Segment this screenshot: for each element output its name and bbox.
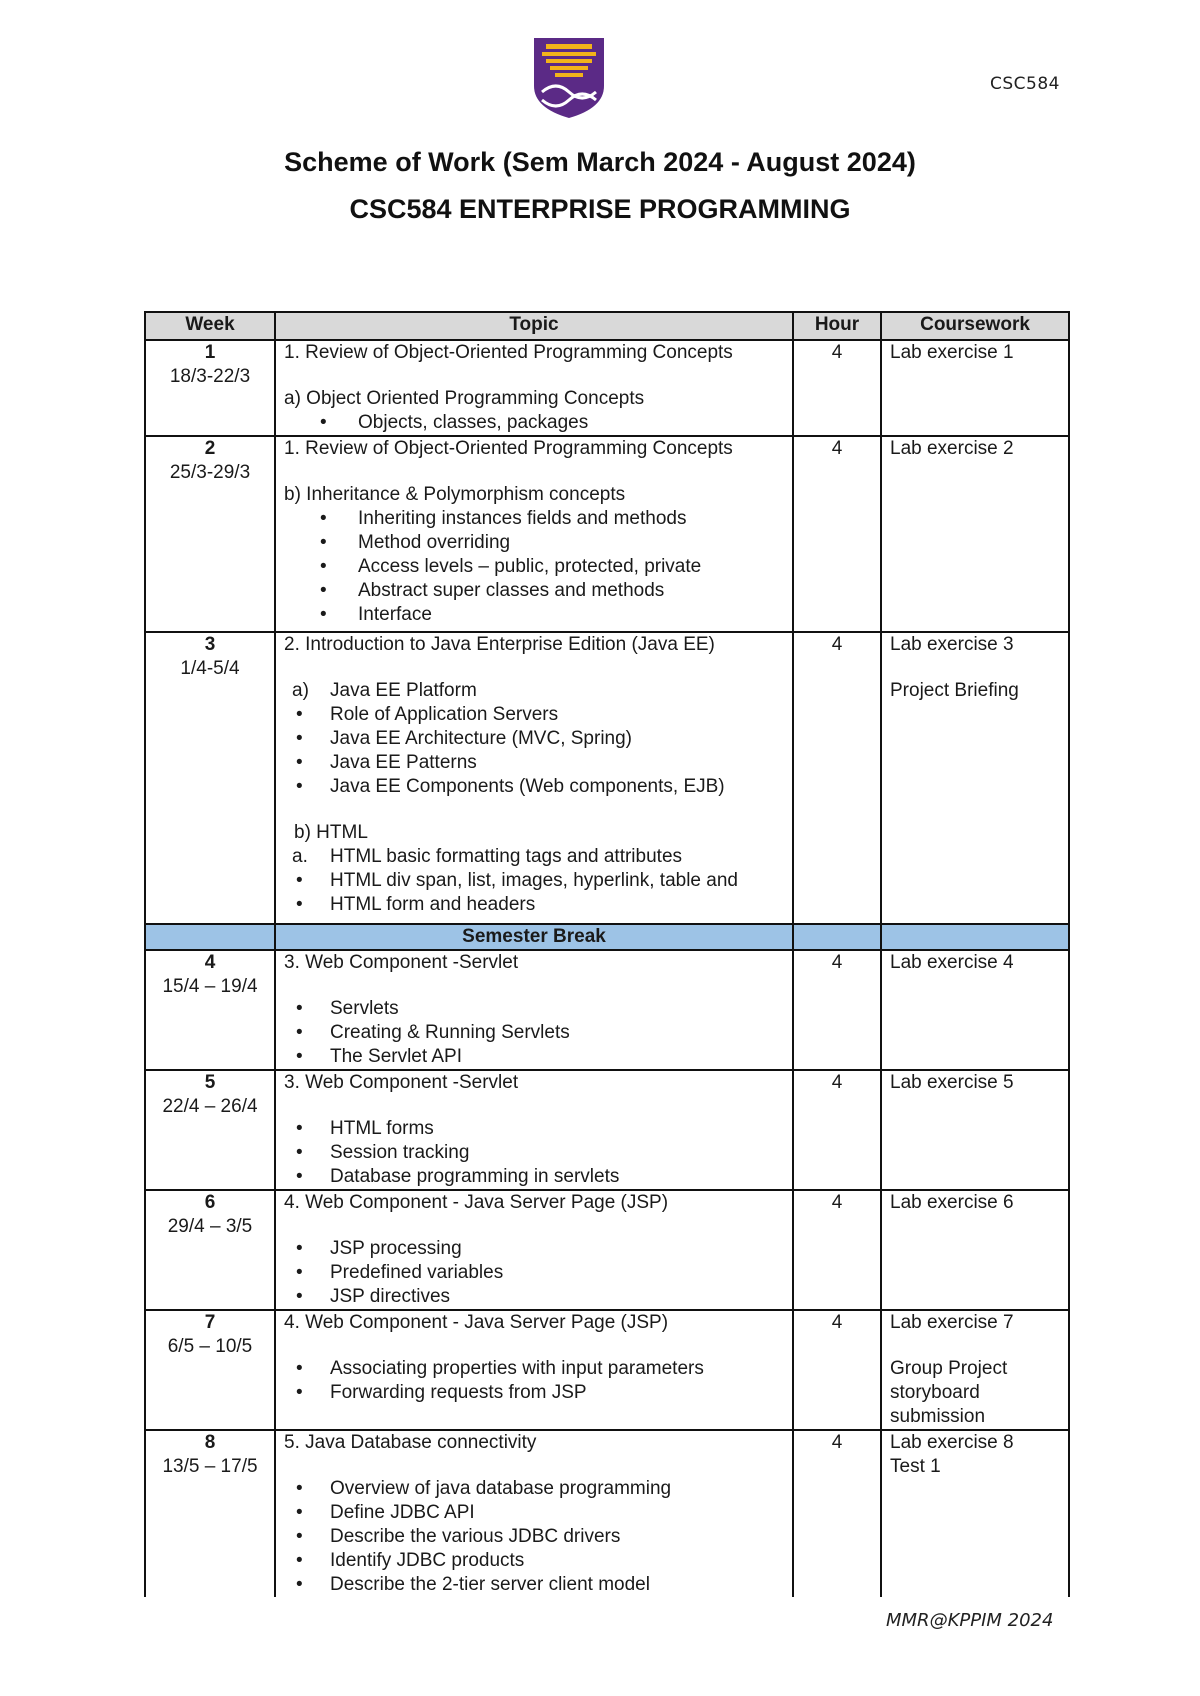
topic-title: 3. Web Component -Servlet bbox=[284, 952, 519, 973]
topic-bullet: • Session tracking bbox=[330, 1141, 784, 1165]
table-row bbox=[145, 1430, 1069, 1597]
topic-title: 3. Web Component -Servlet bbox=[284, 1072, 519, 1093]
university-crest-logo bbox=[530, 34, 608, 120]
topic-bullet: • Associating properties with input parameters bbox=[330, 1357, 784, 1381]
coursework-item: Project Briefing bbox=[890, 680, 1019, 701]
table-row bbox=[145, 1310, 1069, 1430]
week-dates: 29/4 – 3/5 bbox=[167, 1216, 253, 1237]
week-dates: 1/4-5/4 bbox=[180, 658, 240, 679]
topic-title: 2. Introduction to Java Enterprise Edition (Java EE) bbox=[284, 634, 715, 655]
topic-bullet: • Define JDBC API bbox=[330, 1501, 784, 1525]
topic-bullet: • Interface bbox=[358, 603, 784, 627]
topic-bullet: • Describe the various JDBC drivers bbox=[330, 1525, 784, 1549]
hour-value: 4 bbox=[793, 436, 881, 632]
footer-credit: MMR@KPPIM 2024 bbox=[886, 1610, 1054, 1631]
hour-value: 4 bbox=[793, 1070, 881, 1190]
topic-bullet: • Objects, classes, packages bbox=[358, 411, 784, 435]
week-number: 4 bbox=[204, 952, 216, 973]
semester-break-row bbox=[145, 924, 1069, 950]
week-number: 1 bbox=[204, 342, 216, 363]
document-title: Scheme of Work (Sem March 2024 - August 2024) bbox=[284, 147, 916, 177]
topic-bullet: • HTML form and headers bbox=[330, 893, 784, 917]
topic-bullet: • HTML forms bbox=[330, 1117, 784, 1141]
subtopic-a-title: Java EE Platform bbox=[330, 680, 477, 701]
week-number: 8 bbox=[204, 1432, 216, 1453]
topic-title: 4. Web Component - Java Server Page (JSP) bbox=[284, 1192, 669, 1213]
hour-value: 4 bbox=[793, 1430, 881, 1597]
subtopic-a bbox=[284, 679, 784, 703]
week-dates: 13/5 – 17/5 bbox=[162, 1456, 258, 1477]
topic-bullet: • Servlets bbox=[330, 997, 784, 1021]
coursework-item: Lab exercise 7 bbox=[890, 1312, 1014, 1333]
week-dates: 6/5 – 10/5 bbox=[167, 1336, 253, 1357]
alpha-list-item bbox=[284, 845, 784, 869]
coursework-item: Lab exercise 6 bbox=[890, 1192, 1014, 1213]
coursework-item: Test 1 bbox=[890, 1456, 941, 1477]
table-row bbox=[145, 632, 1069, 924]
topic-bullet: • Forwarding requests from JSP bbox=[330, 1381, 784, 1405]
hour-value: 4 bbox=[793, 340, 881, 436]
topic-bullet: • Java EE Architecture (MVC, Spring) bbox=[330, 727, 784, 751]
subtopic-title: a) Object Oriented Programming Concepts bbox=[284, 388, 645, 409]
topic-bullet: • Inheriting instances fields and methods bbox=[358, 507, 784, 531]
table-header-row bbox=[145, 312, 1069, 340]
week-number: 2 bbox=[204, 438, 216, 459]
topic-bullet: • Java EE Components (Web components, EJB) bbox=[330, 775, 784, 799]
table-row bbox=[145, 1190, 1069, 1310]
topic-bullet: • Describe the 2-tier server client model bbox=[330, 1573, 784, 1597]
topic-bullet: • JSP processing bbox=[330, 1237, 784, 1261]
coursework-item: Lab exercise 4 bbox=[890, 952, 1014, 973]
topic-bullet: • HTML div span, list, images, hyperlink, table and bbox=[330, 869, 784, 893]
topic-bullet: • JSP directives bbox=[330, 1285, 784, 1309]
topic-bullet: • Method overriding bbox=[358, 531, 784, 555]
topic-bullet: • Predefined variables bbox=[330, 1261, 784, 1285]
coursework-item: Lab exercise 5 bbox=[890, 1072, 1014, 1093]
week-number: 5 bbox=[204, 1072, 216, 1093]
scheme-of-work-table bbox=[144, 311, 1070, 1597]
topic-bullet: • Database programming in servlets bbox=[330, 1165, 784, 1189]
topic-bullet: • Java EE Patterns bbox=[330, 751, 784, 775]
topic-bullet: • Access levels – public, protected, private bbox=[358, 555, 784, 579]
alpha-marker: a. bbox=[292, 846, 308, 867]
hour-value: 4 bbox=[793, 950, 881, 1070]
subtopic-title: b) Inheritance & Polymorphism concepts bbox=[284, 484, 626, 505]
hour-value: 4 bbox=[793, 632, 881, 924]
coursework-item: Lab exercise 1 bbox=[890, 342, 1014, 363]
week-number: 7 bbox=[204, 1312, 216, 1333]
table-row bbox=[145, 436, 1069, 632]
coursework-item: Lab exercise 3 bbox=[890, 634, 1014, 655]
topic-bullet: • Role of Application Servers bbox=[330, 703, 784, 727]
week-number: 3 bbox=[204, 634, 216, 655]
header-topic: Topic bbox=[275, 312, 793, 340]
topic-title: 1. Review of Object-Oriented Programming Concepts bbox=[284, 438, 733, 459]
topic-title: 4. Web Component - Java Server Page (JSP) bbox=[284, 1312, 669, 1333]
topic-bullet: • The Servlet API bbox=[330, 1045, 784, 1069]
topic-title: 1. Review of Object-Oriented Programming Concepts bbox=[284, 342, 733, 363]
table-row bbox=[145, 340, 1069, 436]
hour-value: 4 bbox=[793, 1310, 881, 1430]
topic-bullet: • Creating & Running Servlets bbox=[330, 1021, 784, 1045]
course-code-header: CSC584 bbox=[990, 74, 1060, 94]
week-number: 6 bbox=[204, 1192, 216, 1213]
coursework-item: Lab exercise 8 bbox=[890, 1432, 1014, 1453]
alpha-item-text: HTML basic formatting tags and attributes bbox=[330, 846, 683, 867]
subtopic-a-marker: a) bbox=[292, 680, 309, 701]
semester-break-label: Semester Break bbox=[275, 924, 793, 950]
week-dates: 15/4 – 19/4 bbox=[162, 976, 258, 997]
topic-bullet: • Overview of java database programming bbox=[330, 1477, 784, 1501]
table-row bbox=[145, 1070, 1069, 1190]
topic-title: 5. Java Database connectivity bbox=[284, 1432, 537, 1453]
course-title: CSC584 ENTERPRISE PROGRAMMING bbox=[349, 194, 851, 224]
coursework-item: Lab exercise 2 bbox=[890, 438, 1014, 459]
hour-value: 4 bbox=[793, 1190, 881, 1310]
week-dates: 22/4 – 26/4 bbox=[162, 1096, 258, 1117]
topic-bullet: • Abstract super classes and methods bbox=[358, 579, 784, 603]
header-coursework: Coursework bbox=[881, 312, 1069, 340]
subtopic-b-title: b) HTML bbox=[294, 822, 368, 843]
topic-bullet: • Identify JDBC products bbox=[330, 1549, 784, 1573]
header-hour: Hour bbox=[793, 312, 881, 340]
week-dates: 18/3-22/3 bbox=[169, 366, 251, 387]
coursework-item: Group Project storyboard submission bbox=[890, 1358, 1008, 1427]
table-row bbox=[145, 950, 1069, 1070]
header-week: Week bbox=[145, 312, 275, 340]
week-dates: 25/3-29/3 bbox=[169, 462, 251, 483]
